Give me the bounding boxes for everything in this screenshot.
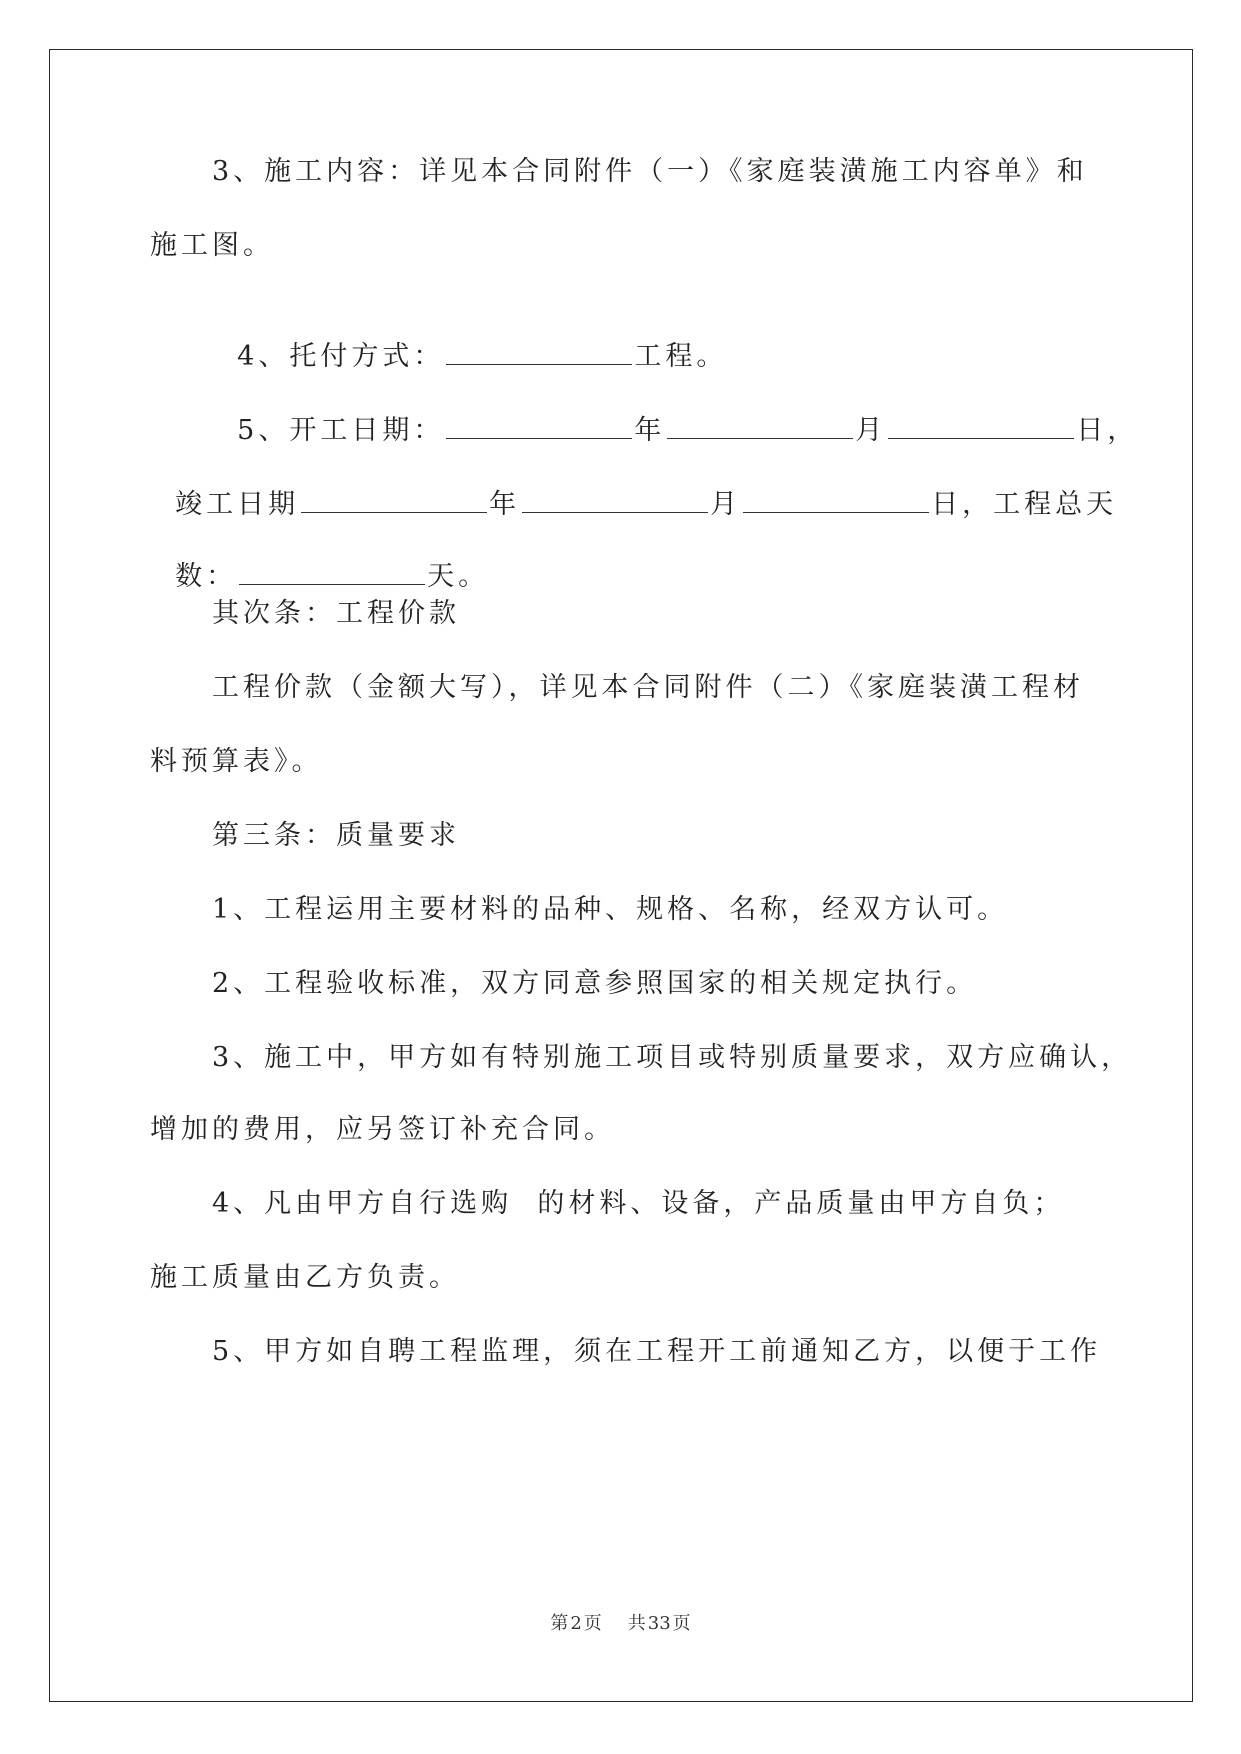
total-prefix: 共 (627, 1613, 646, 1634)
days-label: 数： (175, 561, 238, 592)
month-label: 月 (710, 489, 742, 520)
end-day-blank (743, 486, 929, 513)
page-prefix: 第 (550, 1613, 569, 1634)
page-footer (0, 1612, 1241, 1636)
paragraph-line (212, 376, 1138, 449)
day-total-label: 日，工程总天 (931, 489, 1118, 520)
paragraph-line: 工程价款（金额大写），详见本合同附件（二）《家庭装潢工程材 (212, 672, 1084, 703)
section-heading: 第三条：质量要求 (212, 820, 460, 851)
paragraph-line: 施工图。 (150, 230, 274, 261)
total-pages: 33 (647, 1613, 671, 1634)
start-month-blank (667, 412, 853, 439)
paragraph-line: 料预算表》。 (150, 746, 323, 777)
start-day-blank (888, 412, 1074, 439)
start-year-blank (446, 412, 632, 439)
year-label: 年 (634, 415, 666, 446)
month-label: 月 (855, 415, 887, 446)
start-date-label: 5、开工日期： (237, 415, 445, 446)
section-heading: 其次条：工程价款 (212, 598, 460, 629)
paragraph-line: 施工质量由乙方负责。 (150, 1262, 460, 1293)
page-number: 2 (570, 1613, 582, 1634)
paragraph-line: 5、甲方如自聘工程监理，须在工程开工前通知乙方，以便于工作 (212, 1336, 1102, 1367)
end-month-blank (522, 486, 708, 513)
paragraph-line: 3、施工内容：详见本合同附件（一）《家庭装潢施工内容单》和 (212, 156, 1088, 187)
entrust-method-blank (446, 338, 632, 365)
total-suffix: 页 (672, 1613, 691, 1634)
paragraph-line: 1、工程运用主要材料的品种、规格、名称，经双方认可。 (212, 894, 1009, 925)
paragraph-line: 4、凡由甲方自行选购 的材料、设备，产品质量由甲方自负； (212, 1188, 1065, 1219)
total-days-blank (239, 558, 425, 585)
day-label: 日， (1076, 415, 1139, 446)
paragraph-line: 3、施工中，甲方如有特别施工项目或特别质量要求，双方应确认， (212, 1042, 1133, 1073)
days-suffix: 天。 (427, 561, 490, 592)
paragraph-line: 2、工程验收标准，双方同意参照国家的相关规定执行。 (212, 968, 978, 999)
completion-date-label: 竣工日期 (175, 489, 300, 520)
paragraph-line (150, 450, 1117, 523)
entrust-method-suffix: 工程。 (634, 341, 728, 372)
paragraph-line (150, 522, 489, 595)
paragraph-line: 增加的费用，应另签订补充合同。 (150, 1114, 615, 1145)
paragraph-line (212, 302, 727, 375)
end-year-blank (301, 486, 487, 513)
year-label: 年 (489, 489, 521, 520)
entrust-method-label: 4、托付方式： (237, 341, 445, 372)
page-border (49, 49, 1193, 1702)
page-suffix: 页 (583, 1613, 602, 1634)
